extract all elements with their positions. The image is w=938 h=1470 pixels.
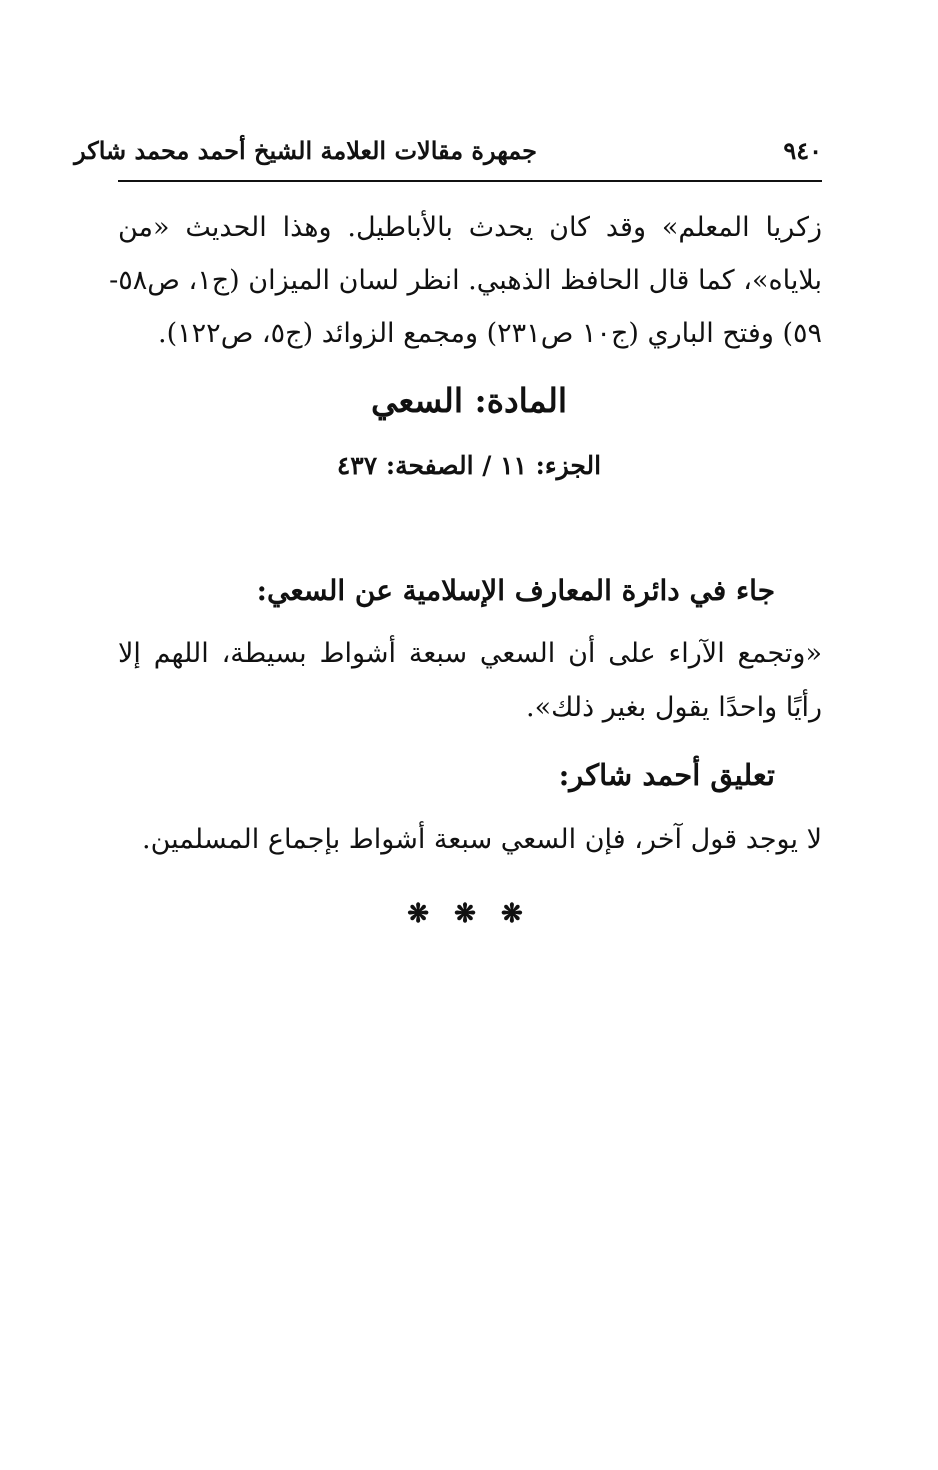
section-separator: ❋ ❋ ❋ [407, 899, 531, 929]
volume-page-reference: الجزء: ١١ / الصفحة: ٤٣٧ [336, 451, 602, 480]
intro-line-3: ٥٩) وفتح الباري (ج١٠ ص٢٣١) ومجمع الزوائد (ج٥، ص١٢٢). [158, 318, 822, 349]
page-number: ٩٤٠ [783, 136, 822, 165]
intro-line-2: بلاياه»، كما قال الحافظ الذهبي. انظر لسان الميزان (ج١، ص٥٨- [109, 265, 822, 296]
comment-text: لا يوجد قول آخر، فإن السعي سبعة أشواط بإجماع المسلمين. [142, 824, 822, 855]
intro-line-1: زكريا المعلم» وقد كان يحدث بالأباطيل. وهذا الحديث «من [118, 212, 822, 243]
comment-heading: تعليق أحمد شاكر: [558, 758, 775, 792]
running-header [74, 128, 822, 182]
book-title: جمهرة مقالات العلامة الشيخ أحمد محمد شاكر [74, 136, 537, 165]
quote-line-2: رأيًا واحدًا يقول بغير ذلك». [526, 692, 822, 723]
subject-heading: المادة: السعي [370, 381, 568, 420]
encyclopedia-heading: جاء في دائرة المعارف الإسلامية عن السعي: [256, 574, 775, 607]
quote-line-1: «وتجمع الآراء على أن السعي سبعة أشواط بسيطة، اللهم إلا [118, 638, 822, 669]
